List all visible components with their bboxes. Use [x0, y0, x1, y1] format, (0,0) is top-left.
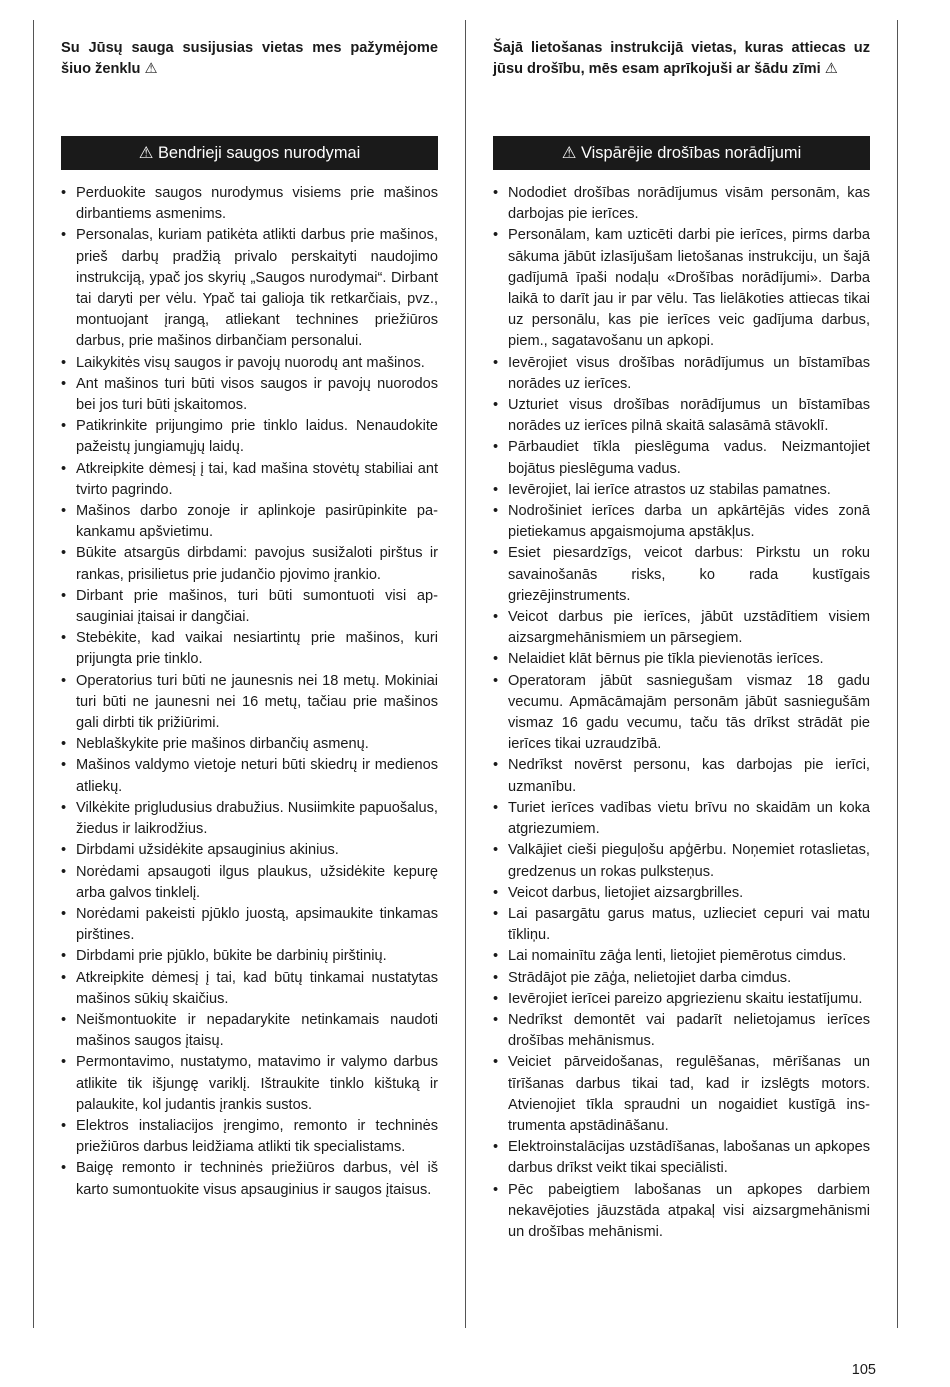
list-item: • Personālam, kam uzticēti darbi pie ierīces, pirms darba sākuma jābūt izlasījušam lietošanas instrukciju, un šajā gadījumā īpaši nodaļu «Drošības norādījumi». Darba laikā to darīt jau ir par vēlu. Tas lielākoties attiecas tikai uz personālu, kas pie ierīces veic gadījuma darbus, piem., sagatavošanu un apkopi.: [493, 225, 870, 352]
list-item: • Veiciet pārveidošanas, regulēšanas, mērīšanas un tīrīšanas darbus tikai tad, kad ir izslēgts motors. Atvienojiet tīkla spraudni un nogaidiet kustīgā instrumenta apstādināšanu.: [493, 1052, 870, 1137]
list-item: • Norėdami pakeisti pjūklo juostą, apsimaukite tinkamas pirštines.: [61, 904, 438, 946]
latvian-column: [493, 38, 870, 1243]
list-item: • Mašinos darbo zonoje ir aplinkoje pasirūpinkite pakankamu apšvietimu.: [61, 501, 438, 543]
list-item: • Ievērojiet ierīcei pareizo apgriezienu skaitu iestatījumu.: [493, 989, 870, 1010]
list-item: • Patikrinkite prijungimo prie tinklo laidus. Nenaudokite pažeistų jungiamųjų laidų.: [61, 416, 438, 458]
latvian-heading: ⚠ Vispārējie drošības norādījumi: [493, 136, 870, 170]
list-item: • Nelaidiet klāt bērnus pie tīkla pievienotās ierīces.: [493, 649, 870, 670]
list-item: • Elektros instaliacijos įrengimo, remonto ir techninės priežiūros darbus leidžiama atlikti tik specialistams.: [61, 1116, 438, 1158]
list-item: • Stebėkite, kad vaikai nesiartintų prie mašinos, kuri prijungta prie tinklo.: [61, 628, 438, 670]
list-item: • Dirbdami užsidėkite apsauginius akinius.: [61, 840, 438, 861]
list-item: • Laikykitės visų saugos ir pavojų nuorodų ant mašinos.: [61, 353, 438, 374]
list-item: • Ievērojiet visus drošības norādījumus un bīstamības norādes uz ierīces.: [493, 353, 870, 395]
list-item: • Strādājot pie zāģa, nelietojiet darba cimdus.: [493, 968, 870, 989]
list-item: • Būkite atsargūs dirbdami: pavojus susižaloti pirštus ir rankas, prisilietus prie judančio pjovimo įrankio.: [61, 543, 438, 585]
lithuanian-safety-list: [61, 183, 438, 1201]
list-item: • Veicot darbus, lietojiet aizsargbrilles.: [493, 883, 870, 904]
latvian-safety-list: [493, 183, 870, 1243]
list-item: • Baigę remonto ir techninės priežiūros darbus, vėl iš karto sumontuokite visus apsauginius ir saugos įtaisus.: [61, 1158, 438, 1200]
list-item: • Esiet piesardzīgs, veicot darbus: Pirkstu un roku savainošanās risks, ko rada kustīgais griezējinstruments.: [493, 543, 870, 607]
list-item: • Ievērojiet, lai ierīce atrastos uz stabilas pamatnes.: [493, 480, 870, 501]
list-item: • Atkreipkite dėmesį į tai, kad mašina stovėtų stabiliai ant tvirto pagrindo.: [61, 459, 438, 501]
list-item: • Lai pasargātu garus matus, uzlieciet cepuri vai matu tīkliņu.: [493, 904, 870, 946]
list-item: • Vilkėkite prigludusius drabužius. Nusiimkite papuošalus, žiedus ir laikrodžius.: [61, 798, 438, 840]
list-item: • Elektroinstalācijas uzstādīšanas, labošanas un apkopes darbus drīkst veikt tikai speciālisti.: [493, 1137, 870, 1179]
lithuanian-column: [61, 38, 438, 1201]
list-item: • Dirbdami prie pjūklo, būkite be darbinių pirštinių.: [61, 946, 438, 967]
list-item: • Lai nomainītu zāģa lenti, lietojiet piemērotus cimdus.: [493, 946, 870, 967]
list-item: • Pārbaudiet tīkla pieslēguma vadus. Neizmantojiet bojātus pieslēguma vadus.: [493, 437, 870, 479]
list-item: • Personalas, kuriam patikėta atlikti darbus prie mašinos, prieš darbų pradžią privalo perskaityti naudojimo instrukciją, ypač jos skyrių „Saugos nurodymai“. Dirbant tai daryti per vėlu. Ypač tai galioja tik retkarčiais, pvz., montuojant įrangą, atliekant technines priežiūros darbus, prie mašinos dirbančiam personalui.: [61, 225, 438, 352]
list-item: • Nedrīkst novērst personu, kas darbojas pie ierīci, uzmanību.: [493, 755, 870, 797]
list-item: • Turiet ierīces vadības vietu brīvu no skaidām un koka atgriezumiem.: [493, 798, 870, 840]
list-item: • Nedrīkst demontēt vai padarīt nelietojamus ierīces drošības mehānismus.: [493, 1010, 870, 1052]
list-item: • Nodrošiniet ierīces darba un apkārtējās vides zonā pietiekamus apgaismojuma apstākļus.: [493, 501, 870, 543]
latvian-intro: Šajā lietošanas instrukcijā vietas, kuras attiecas uz jūsu drošību, mēs esam aprīkojuši ar šādu zīmi ⚠: [493, 40, 870, 77]
right-margin-rule: [897, 20, 898, 1328]
list-item: • Operatoram jābūt sasniegušam vismaz 18 gadu vecumu. Apmācāmajām personām jābūt sasniegušām vismaz 16 gadu vecumu, taču tās drīkst strādāt pie ierīces tikai uzraudzībā.: [493, 671, 870, 756]
list-item: • Nododiet drošības norādījumus visām personām, kas darbojas pie ierīces.: [493, 183, 870, 225]
left-margin-rule: [33, 20, 34, 1328]
page-number: 105: [851, 1362, 876, 1378]
list-item: • Atkreipkite dėmesį į tai, kad būtų tinkamai nustatytas mašinos sūkių skaičius.: [61, 968, 438, 1010]
list-item: • Dirbant prie mašinos, turi būti sumontuoti visi apsauginiai įtaisai ir dangčiai.: [61, 586, 438, 628]
list-item: • Ant mašinos turi būti visos saugos ir pavojų nuorodos bei jos turi būti įskaitomos.: [61, 374, 438, 416]
list-item: • Perduokite saugos nurodymus visiems prie mašinos dirbantiems asmenims.: [61, 183, 438, 225]
column-divider-rule: [465, 20, 466, 1328]
list-item: • Neblaškykite prie mašinos dirbančių asmenų.: [61, 734, 438, 755]
list-item: • Uzturiet visus drošības norādījumus un bīstamības norādes uz ierīces pilnā skaitā salasāmā stāvoklī.: [493, 395, 870, 437]
list-item: • Veicot darbus pie ierīces, jābūt uzstādītiem visiem aizsargmehānismiem un pārsegiem.: [493, 607, 870, 649]
list-item: • Neišmontuokite ir nepadarykite netinkamais naudoti mašinos saugos įtaisų.: [61, 1010, 438, 1052]
lithuanian-intro: Su Jūsų sauga susijusias vietas mes pažymėjome šiuo ženklu ⚠: [61, 40, 438, 77]
list-item: • Operatorius turi būti ne jaunesnis nei 18 metų. Mokiniai turi būti ne jaunesni nei 16 metų, tačiau prie mašinos gali dirbti tik prižiūrimi.: [61, 671, 438, 735]
list-item: • Valkājiet cieši pieguļošu apģērbu. Noņemiet rotaslietas, gredzenus un rokas pulksteņus.: [493, 840, 870, 882]
list-item: • Permontavimo, nustatymo, matavimo ir valymo darbus atlikite tik išjungę variklį. Ištraukite tinklo kištuką ir palaukite, kol judantis įrankis sustos.: [61, 1052, 438, 1116]
list-item: • Mašinos valdymo vietoje neturi būti skiedrų ir medienos atliekų.: [61, 755, 438, 797]
list-item: • Pēc pabeigtiem labošanas un apkopes darbiem nekavējoties jāuzstāda atpakaļ visi aizsargmehānismi un drošības mehānismi.: [493, 1180, 870, 1244]
list-item: • Norėdami apsaugoti ilgus plaukus, užsidėkite kepurę arba galvos tinklelį.: [61, 862, 438, 904]
lithuanian-heading: ⚠ Bendrieji saugos nurodymai: [61, 136, 438, 170]
